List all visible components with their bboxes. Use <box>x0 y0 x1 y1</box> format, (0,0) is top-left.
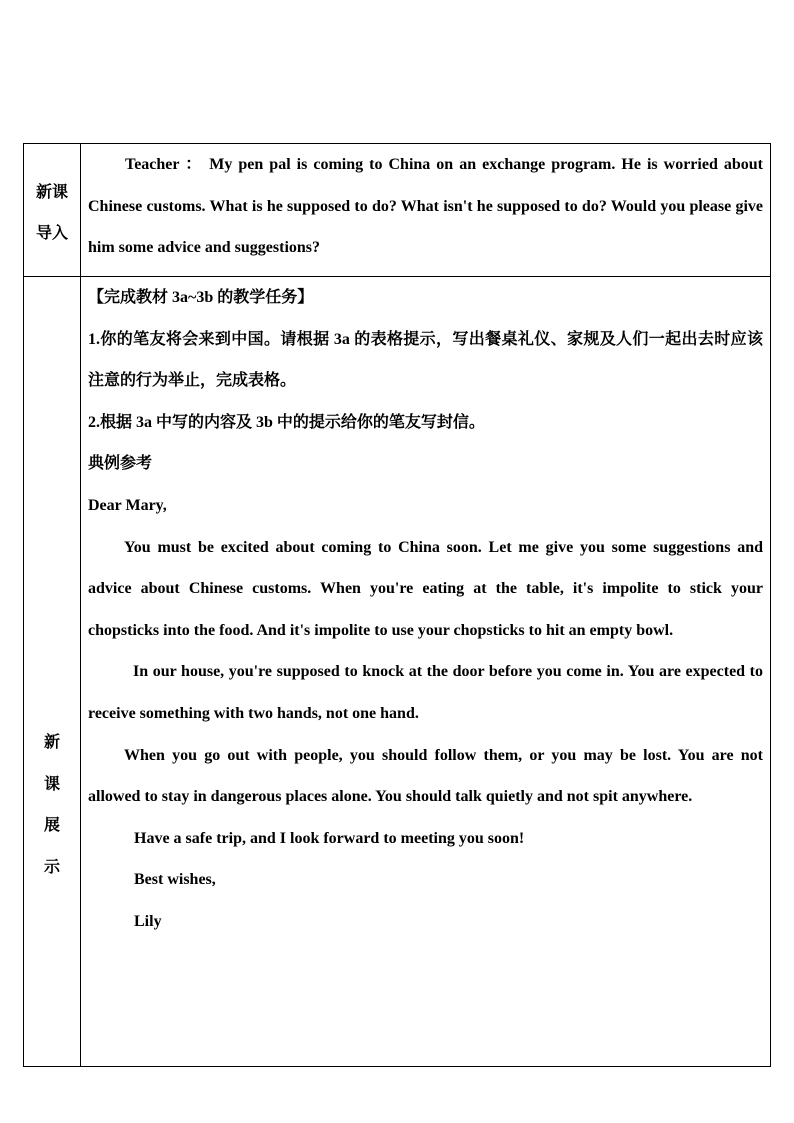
letter-salutation: Dear Mary, <box>88 496 167 514</box>
intro-content-cell <box>81 144 771 277</box>
display-label-char: 示 <box>43 858 60 876</box>
display-label-cell <box>24 277 81 1067</box>
letter-paragraph-2: In our house, you're supposed to knock at the door before you come in. You are expected to receive something with two hands, not one hand. <box>88 663 763 722</box>
letter-paragraph-1: You must be excited about coming to China soon. Let me give you some suggestions and advice about Chinese customs. When you're eating at the table, it's impolite to stick your chopsticks into the food. And it's impolite to use your chopsticks to hit an empty bowl. <box>88 538 763 639</box>
task-2: 2.根据 3a 中写的内容及 3b 中的提示给你的笔友写封信。 <box>88 413 485 431</box>
display-content-cell <box>81 277 771 1067</box>
display-label-char: 展 <box>43 817 60 835</box>
display-label-char: 课 <box>43 775 60 793</box>
display-row <box>24 277 771 1067</box>
intro-label-line1: 新课 <box>35 184 68 201</box>
display-label-char: 新 <box>43 734 60 751</box>
lesson-plan-table <box>23 143 771 1067</box>
intro-label-cell <box>24 144 81 277</box>
intro-text: Teacher ： My pen pal is coming to China on an exchange program. He is worried about Chinese customs. What is he supposed to do? What isn't he supposed to do? Would you please give him some advice and suggestions? <box>88 156 763 257</box>
intro-row <box>24 144 771 277</box>
letter-sign-off: Best wishes, <box>134 871 216 889</box>
letter-closing-line: Have a safe trip, and I look forward to meeting you soon! <box>134 829 525 847</box>
letter-paragraph-3: When you go out with people, you should follow them, or you may be lost. You are not allowed to stay in dangerous places alone. You should talk quietly and not spit anywhere. <box>88 746 763 806</box>
intro-label-line2: 导入 <box>35 225 68 242</box>
task-1: 1.你的笔友将会来到中国。请根据 3a 的表格提示，写出餐桌礼仪、家规及人们一起出去时应该注意的行为举止，完成表格。 <box>88 330 763 390</box>
example-label: 典例参考 <box>88 455 153 473</box>
task-heading: 【完成教材 3a~3b 的教学任务】 <box>88 289 314 306</box>
letter-signature: Lily <box>134 912 162 930</box>
